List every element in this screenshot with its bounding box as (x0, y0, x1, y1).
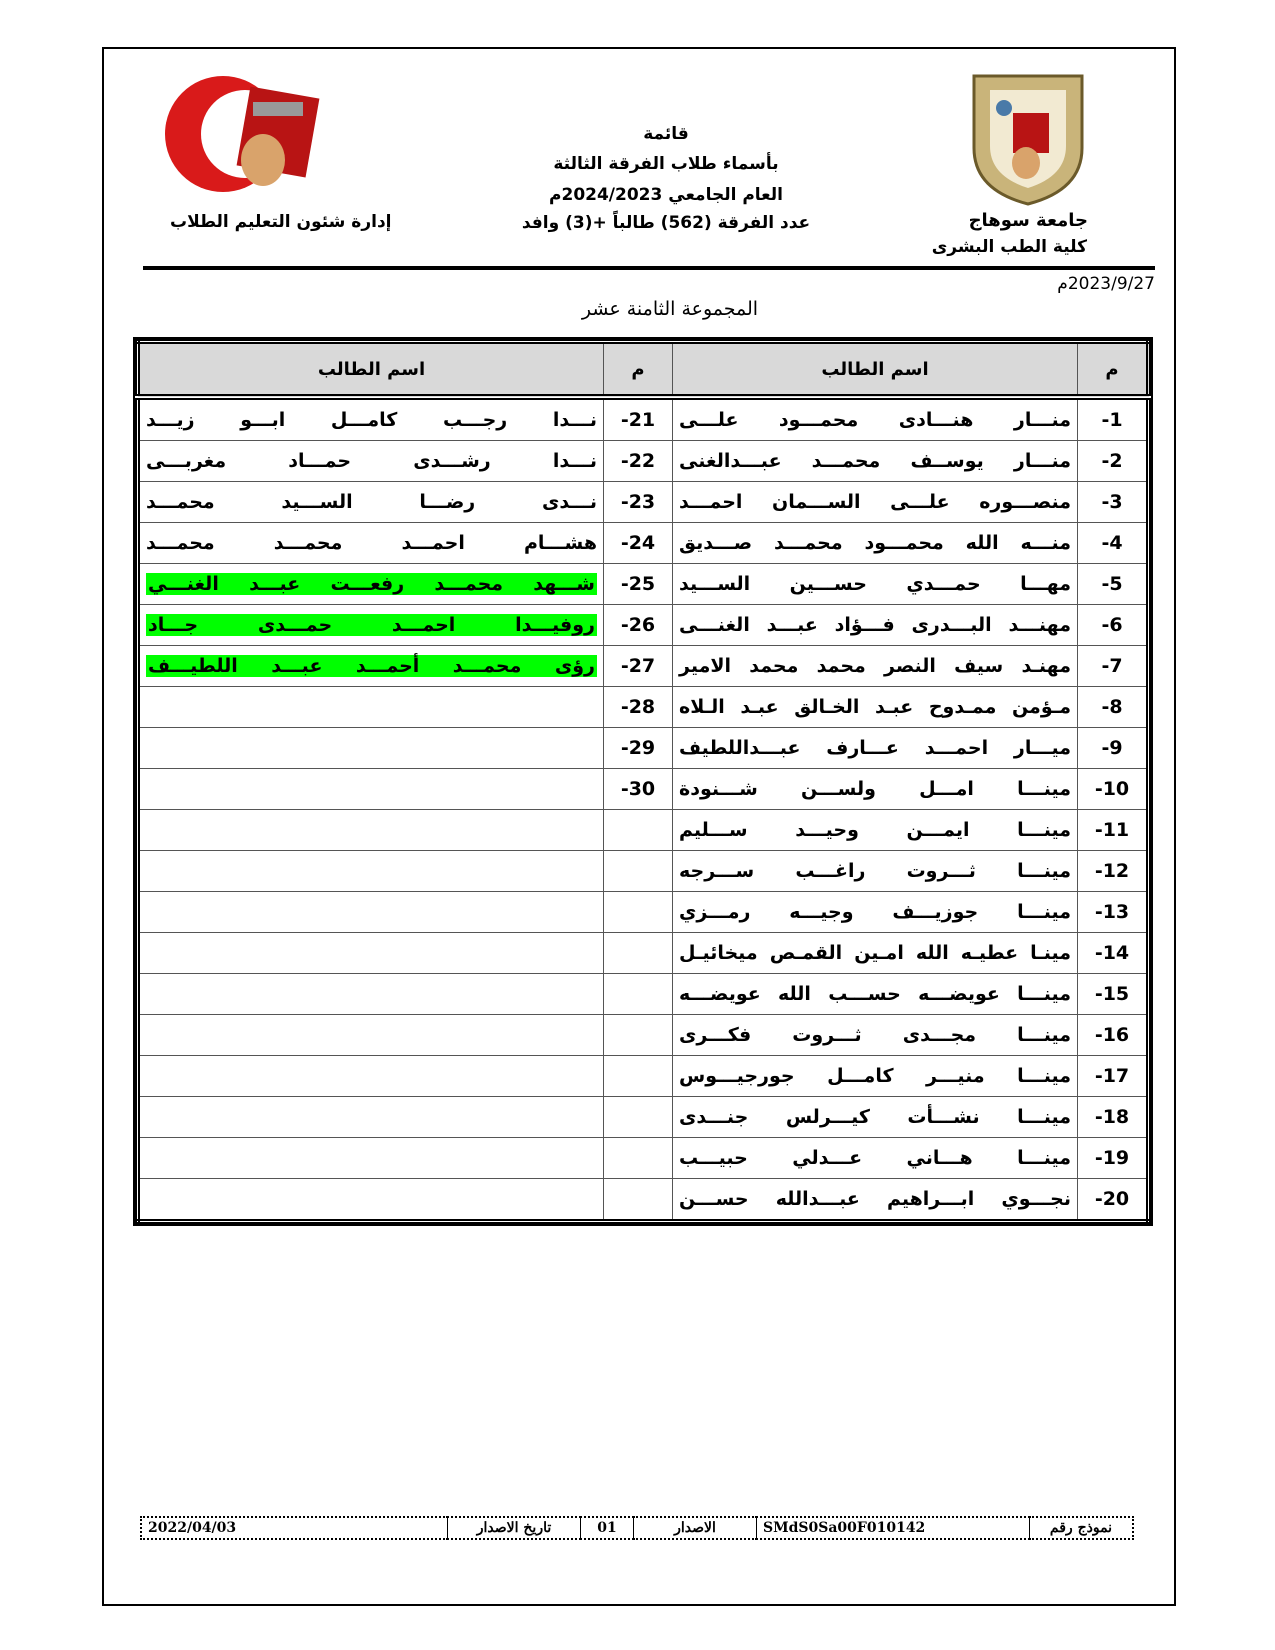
row-number: -24 (604, 523, 673, 564)
student-name (138, 1056, 604, 1097)
document-date: 2023/9/27م (1057, 274, 1155, 294)
student-name: منصـــوره علـــى الســـمان احمـــد (673, 482, 1078, 523)
row-number: -30 (604, 769, 673, 810)
student-name: مينـــا ثـــروت راغـــب ســـرجه (673, 851, 1078, 892)
student-name: منـــار يوســف محمـــد عبـــدالغنى (673, 441, 1078, 482)
row-number: -7 (1078, 646, 1149, 687)
row-number: -4 (1078, 523, 1149, 564)
faculty-name: كلية الطب البشرى (931, 237, 1087, 257)
table-row (138, 687, 1149, 728)
student-name: ميـــار احمـــد عـــارف عبـــداللطيف (673, 728, 1078, 769)
student-name (138, 933, 604, 974)
row-number: -29 (604, 728, 673, 769)
student-name: مينـــا مجـــدى ثـــروت فكـــرى (673, 1015, 1078, 1056)
row-number: -5 (1078, 564, 1149, 605)
student-name: منـــه الله محمـــود محمـــد صـــديق (673, 523, 1078, 564)
student-name: منـــار هنـــادى محمـــود علـــى (673, 397, 1078, 441)
student-name: مينـــا نشـــأت كيـــرلس جنـــدى (673, 1097, 1078, 1138)
table-row (138, 1015, 1149, 1056)
student-name: مينـــا عويضـــه حســـب الله عويضـــه (673, 974, 1078, 1015)
student-name (138, 1015, 604, 1056)
row-number: -10 (1078, 769, 1149, 810)
faculty-logo (153, 72, 338, 197)
student-name: روفيـــدا احمـــد حمـــدى جـــاد (138, 605, 604, 646)
student-name: نـــدا رشـــدى حمـــاد مغربـــى (138, 441, 604, 482)
group-title: المجموعة الثامنة عشر (581, 298, 759, 320)
student-name: شـــهد محمـــد رفعـــت عبـــد الغنـــي (138, 564, 604, 605)
row-number (604, 1179, 673, 1222)
university-seal (968, 68, 1088, 206)
col-header-num: م (1078, 342, 1149, 398)
row-number: -28 (604, 687, 673, 728)
doc-subtitle: بأسماء طلاب الفرقة الثالثة (553, 154, 779, 174)
student-name: نجـــوي ابـــراهيم عبـــدالله حســـن (673, 1179, 1078, 1222)
row-number: -25 (604, 564, 673, 605)
row-number (604, 810, 673, 851)
col-header-name: اسم الطالب (673, 342, 1078, 398)
row-number: -8 (1078, 687, 1149, 728)
students-table (135, 339, 1151, 1224)
row-number: -14 (1078, 933, 1149, 974)
table-row (138, 769, 1149, 810)
student-name (138, 1179, 604, 1222)
student-name: رؤى محمـــد أحمـــد عبـــد اللطيـــف (138, 646, 604, 687)
row-number: -19 (1078, 1138, 1149, 1179)
row-number (604, 1015, 673, 1056)
class-count: عدد الفرقة (562) طالباً +(3) وافد (521, 213, 811, 233)
student-name: مينـــا امـــل ولســـن شـــنودة (673, 769, 1078, 810)
row-number: -13 (1078, 892, 1149, 933)
student-name: مينـا عطيـه الله امـين القمـص ميخائيـل (673, 933, 1078, 974)
student-name: نـــدا رجـــب كامـــل ابـــو زيـــد (138, 397, 604, 441)
row-number: -26 (604, 605, 673, 646)
issue-label: الاصدار (634, 1517, 757, 1539)
table-row (138, 728, 1149, 769)
table-row (138, 1179, 1149, 1222)
row-number: -12 (1078, 851, 1149, 892)
student-name: نـــدى رضـــا الســـيد محمـــد (138, 482, 604, 523)
row-number: -20 (1078, 1179, 1149, 1222)
student-name (138, 687, 604, 728)
form-number: SMdS0Sa00F010142 (757, 1517, 1030, 1539)
department-name: إدارة شئون التعليم الطلاب (170, 212, 392, 232)
row-number: -18 (1078, 1097, 1149, 1138)
student-name: مهنـــد البـــدرى فـــؤاد عبـــد الغنـــى (673, 605, 1078, 646)
row-number: -9 (1078, 728, 1149, 769)
table-row (138, 523, 1149, 564)
student-name: مهنـد سيف النصر محمد محمد الامير (673, 646, 1078, 687)
student-name (138, 974, 604, 1015)
row-number (604, 974, 673, 1015)
row-number: -15 (1078, 974, 1149, 1015)
student-name (138, 769, 604, 810)
student-name (138, 728, 604, 769)
header-divider (143, 266, 1155, 270)
student-name: هشـــام احمـــد محمـــد محمـــد (138, 523, 604, 564)
table-row (138, 397, 1149, 441)
table-row (138, 1138, 1149, 1179)
row-number: -3 (1078, 482, 1149, 523)
student-name (138, 1138, 604, 1179)
row-number: -27 (604, 646, 673, 687)
row-number: -2 (1078, 441, 1149, 482)
row-number: -1 (1078, 397, 1149, 441)
row-number: -17 (1078, 1056, 1149, 1097)
issue-date-label: تاريخ الاصدار (448, 1517, 581, 1539)
student-name: مينـــا هـــاني عـــدلي حبيـــب (673, 1138, 1078, 1179)
issue-date: 2022/04/03 (141, 1517, 448, 1539)
student-name: مـؤمن ممـدوح عبـد الخـالق عبـد الـلاه (673, 687, 1078, 728)
student-name (138, 810, 604, 851)
row-number: -11 (1078, 810, 1149, 851)
student-name: مهـــا حمـــدي حســـين الســـيد (673, 564, 1078, 605)
table-row (138, 605, 1149, 646)
table-row (138, 810, 1149, 851)
table-row (138, 974, 1149, 1015)
table-row (138, 851, 1149, 892)
row-number: -23 (604, 482, 673, 523)
row-number (604, 1097, 673, 1138)
table-row (138, 441, 1149, 482)
student-name (138, 892, 604, 933)
row-number: -16 (1078, 1015, 1149, 1056)
row-number (604, 1056, 673, 1097)
university-name: جامعة سوهاج (968, 210, 1088, 231)
table-row (138, 1097, 1149, 1138)
table-row (138, 564, 1149, 605)
student-name (138, 1097, 604, 1138)
row-number (604, 933, 673, 974)
row-number (604, 892, 673, 933)
doc-title: قائمة (643, 124, 689, 144)
row-number: -6 (1078, 605, 1149, 646)
student-name: مينـــا جوزيـــف وجيـــه رمـــزي (673, 892, 1078, 933)
table-row (138, 646, 1149, 687)
col-header-name: اسم الطالب (138, 342, 604, 398)
row-number: -22 (604, 441, 673, 482)
row-number (604, 851, 673, 892)
row-number: -21 (604, 397, 673, 441)
student-name (138, 851, 604, 892)
footer-table (140, 1516, 1134, 1540)
form-label: نموذج رقم (1030, 1517, 1134, 1539)
table-row (138, 482, 1149, 523)
table-row (138, 1056, 1149, 1097)
issue-number: 01 (581, 1517, 634, 1539)
row-number (604, 1138, 673, 1179)
table-row (138, 933, 1149, 974)
student-name: مينـــا ايمـــن وحيـــد ســـليم (673, 810, 1078, 851)
student-name: مينـــا منيـــر كامـــل جورجيـــوس (673, 1056, 1078, 1097)
col-header-num: م (604, 342, 673, 398)
table-row (138, 892, 1149, 933)
academic-year: العام الجامعي 2024/2023م (549, 185, 783, 205)
